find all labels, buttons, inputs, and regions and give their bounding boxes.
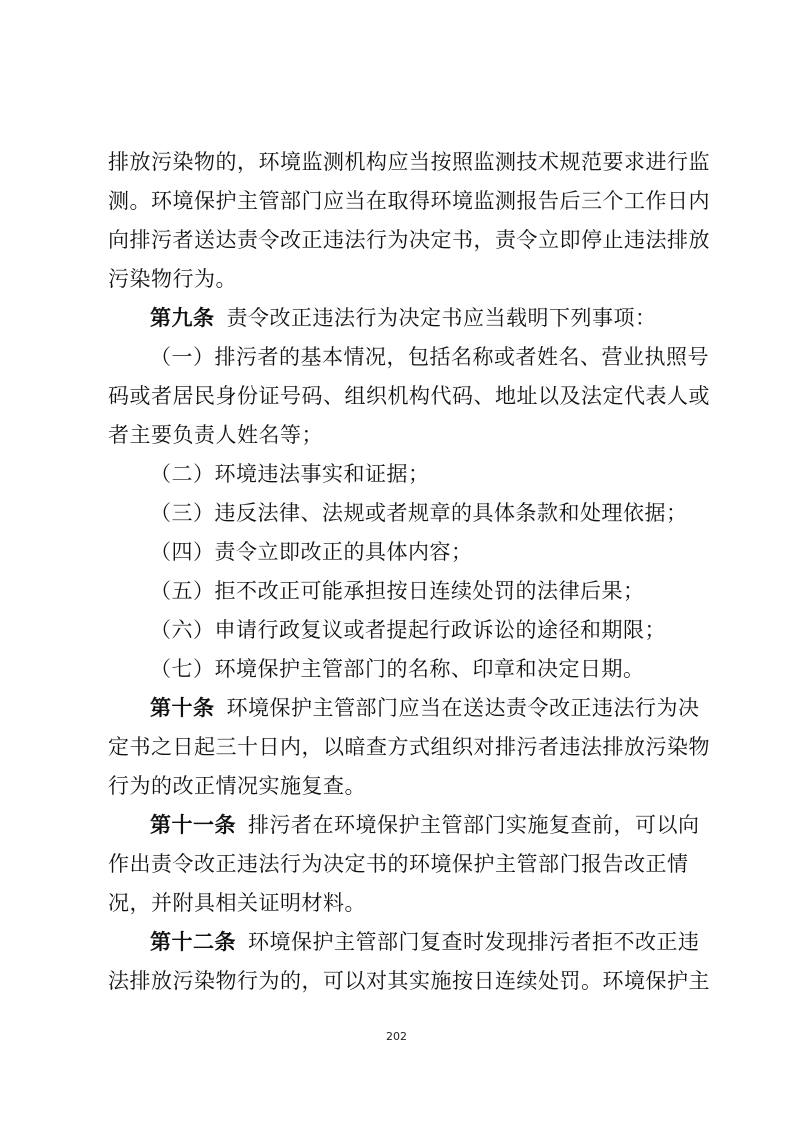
article-9-label: 第九条: [150, 306, 215, 330]
list-item-5: （五）拒不改正可能承担按日连续处罚的法律后果；: [150, 579, 645, 603]
article-11-text: 排污者在环境保护主管部门实施复查前，可以向: [248, 813, 700, 837]
article-10-line: 行为的改正情况实施复查。: [108, 774, 366, 798]
article-12-line: 法排放污染物行为的，可以对其实施按日连续处罚。环境保护主: [108, 969, 710, 993]
article-11-line: [150, 808, 700, 842]
article-10-line: 定书之日起三十日内，以暗查方式组织对排污者违法排放污染物: [108, 735, 710, 759]
article-12-line: [150, 925, 700, 959]
article-12-label: 第十二条: [150, 930, 236, 954]
article-9-line: [150, 301, 688, 335]
list-item-3: （三）违反法律、法规或者规章的具体条款和处理依据；: [150, 501, 688, 525]
paragraph-line: 排放污染物的，环境监测机构应当按照监测技术规范要求进行监: [108, 150, 710, 174]
article-11-line: 作出责令改正违法行为决定书的环境保护主管部门报告改正情: [108, 852, 689, 876]
article-12-text: 环境保护主管部门复查时发现排污者拒不改正违: [248, 930, 700, 954]
paragraph-line: 污染物行为。: [108, 267, 237, 291]
article-11-label: 第十一条: [150, 813, 236, 837]
list-item-2: （二）环境违法事实和证据；: [150, 462, 430, 486]
article-9-text: 责令改正违法行为决定书应当载明下列事项：: [226, 306, 657, 330]
list-item-4: （四）责令立即改正的具体内容；: [150, 540, 473, 564]
list-item-6: （六）申请行政复议或者提起行政诉讼的途径和期限；: [150, 618, 666, 642]
paragraph-line: 向排污者送达责令改正违法行为决定书，责令立即停止违法排放: [108, 228, 710, 252]
article-10-text: 环境保护主管部门应当在送达责令改正违法行为决: [226, 696, 700, 720]
list-item-1-line: （一）排污者的基本情况，包括名称或者姓名、营业执照号: [150, 345, 709, 369]
paragraph-line: 测。环境保护主管部门应当在取得环境监测报告后三个工作日内: [108, 189, 710, 213]
article-10-line: [150, 691, 700, 725]
page-number: 202: [386, 1030, 407, 1043]
article-10-label: 第十条: [150, 696, 215, 720]
list-item-1-line: 码或者居民身份证号码、组织机构代码、地址以及法定代表人或: [108, 384, 710, 408]
article-11-line: 况，并附具相关证明材料。: [108, 891, 366, 915]
list-item-1-line: 者主要负责人姓名等；: [108, 423, 323, 447]
list-item-7: （七）环境保护主管部门的名称、印章和决定日期。: [150, 657, 645, 681]
